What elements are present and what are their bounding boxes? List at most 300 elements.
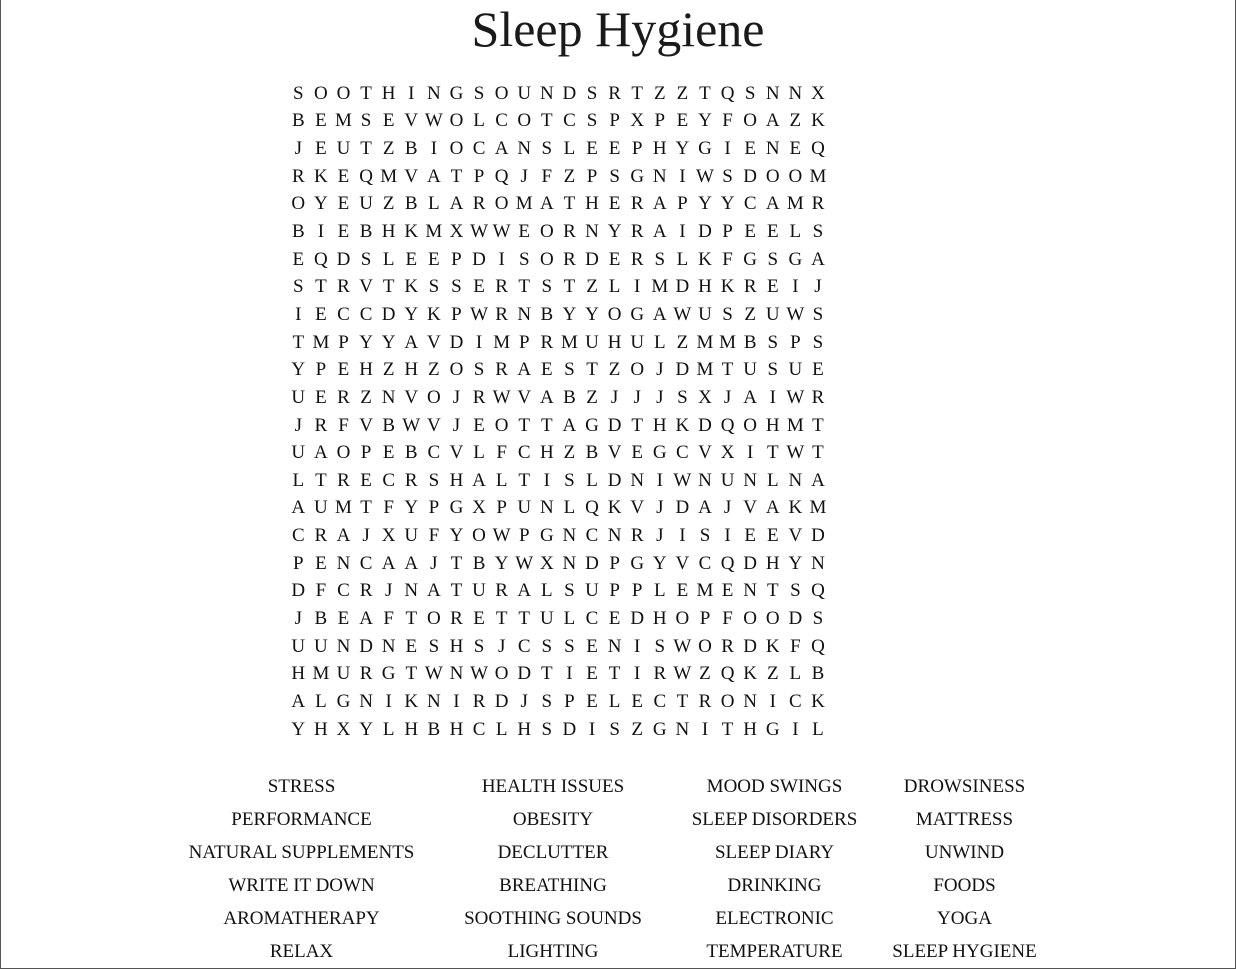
grid-letter: I (317, 221, 325, 243)
grid-letter: L (473, 110, 485, 132)
grid-letter: H (698, 276, 712, 298)
grid-letter: I (679, 221, 686, 243)
grid-letter: L (653, 331, 666, 353)
grid-letter: H (359, 359, 373, 381)
grid-letter: J (656, 497, 664, 519)
grid-letter: S (609, 165, 620, 187)
grid-letter: P (338, 331, 349, 353)
grid-letter: D (811, 525, 825, 547)
grid-letter: Z (766, 663, 779, 685)
grid-letter: R (495, 303, 508, 325)
grid-letter: X (539, 552, 554, 574)
grid-letter: V (630, 497, 645, 519)
grid-letter: A (472, 469, 486, 491)
grid-letter: N (788, 469, 803, 491)
grid-letter: T (292, 331, 305, 353)
grid-letter: M (809, 497, 827, 519)
grid-letter: R (450, 607, 463, 629)
grid-letter: T (586, 359, 598, 381)
grid-letter: J (656, 359, 664, 381)
grid-letter: I (792, 276, 799, 298)
grid-letter: J (294, 414, 302, 436)
grid-letter: M (560, 331, 578, 353)
grid-letter: Q (720, 663, 735, 685)
grid-letter: J (723, 497, 732, 519)
grid-letter: Q (811, 635, 825, 657)
grid-letter: G (539, 525, 554, 547)
grid-letter: E (382, 442, 395, 464)
grid-letter: B (427, 718, 441, 740)
grid-letter: X (449, 221, 464, 243)
grid-letter: E (292, 248, 305, 270)
grid-letter: T (360, 82, 372, 104)
grid-letter: P (677, 193, 688, 215)
grid-letter: A (381, 552, 396, 574)
grid-letter: S (812, 221, 824, 243)
grid-letter: U (291, 386, 306, 408)
grid-letter: M (719, 331, 737, 353)
grid-letter: J (610, 386, 619, 408)
word-list-item: ELECTRONIC (715, 908, 834, 929)
grid-letter: A (562, 414, 577, 436)
grid-letter: E (586, 138, 598, 160)
grid-letter: M (312, 663, 330, 685)
grid-letter: H (449, 635, 464, 657)
grid-letter: A (359, 607, 373, 629)
grid-letter: Z (360, 386, 372, 408)
grid-letter: M (312, 331, 330, 353)
grid-letter: K (404, 690, 419, 712)
grid-letter: F (383, 497, 394, 519)
grid-letter: J (362, 525, 370, 547)
grid-letter: O (314, 82, 328, 104)
grid-letter: X (336, 718, 351, 740)
grid-letter: E (405, 248, 418, 270)
grid-letter: E (405, 635, 418, 657)
grid-letter: L (563, 138, 576, 160)
grid-letter: S (767, 359, 779, 381)
grid-letter: C (427, 442, 441, 464)
grid-letter: T (766, 442, 779, 464)
grid-letter: W (673, 663, 692, 685)
grid-letter: E (789, 138, 802, 160)
grid-row (287, 688, 829, 716)
grid-letter: G (698, 138, 712, 160)
grid-letter: J (294, 607, 302, 629)
grid-letter: U (517, 82, 532, 104)
grid-letter: D (494, 690, 509, 712)
grid-letter: B (540, 303, 554, 325)
grid-letter: N (336, 635, 351, 657)
grid-letter: Z (382, 359, 395, 381)
grid-letter: T (676, 690, 689, 712)
grid-letter: N (562, 525, 577, 547)
word-list-item: MOOD SWINGS (706, 776, 843, 797)
grid-letter: S (473, 82, 485, 104)
grid-letter: K (765, 635, 780, 657)
grid-letter: H (404, 359, 419, 381)
grid-letter: S (360, 110, 372, 132)
grid-letter: J (452, 414, 461, 436)
grid-letter: R (630, 221, 644, 243)
grid-letter: P (315, 359, 327, 381)
grid-letter: W (470, 303, 489, 325)
word-list-item: UNWIND (924, 842, 1005, 863)
grid-letter: J (520, 690, 528, 712)
grid-letter: E (315, 110, 327, 132)
grid-letter: I (724, 525, 731, 547)
grid-letter: E (631, 690, 643, 712)
grid-letter: F (722, 248, 733, 270)
grid-letter: A (652, 193, 667, 215)
grid-row (287, 605, 829, 633)
grid-letter: E (608, 248, 621, 270)
grid-letter: T (450, 165, 463, 187)
grid-letter: O (449, 138, 464, 160)
grid-letter: T (405, 663, 418, 685)
word-list-item: YOGA (937, 908, 992, 929)
grid-letter: L (495, 718, 508, 740)
word-list-item: OBESITY (512, 809, 594, 830)
grid-letter: S (541, 276, 553, 298)
grid-letter: E (608, 138, 621, 160)
grid-letter: D (381, 303, 396, 325)
grid-letter: E (812, 359, 824, 381)
grid-letter: Y (607, 221, 622, 243)
grid-letter: I (792, 718, 799, 740)
grid-letter: M (335, 110, 352, 132)
grid-letter: Z (676, 331, 689, 353)
grid-letter: T (495, 607, 508, 629)
grid-letter: L (541, 580, 553, 602)
grid-letter: I (769, 690, 776, 712)
grid-letter: E (766, 221, 779, 243)
grid-letter: L (563, 497, 576, 519)
grid-letter: Z (563, 442, 576, 464)
grid-letter: N (675, 718, 690, 740)
grid-letter: N (359, 690, 373, 712)
grid-letter: U (765, 303, 780, 325)
grid-letter: N (630, 469, 645, 491)
grid-letter: W (492, 525, 511, 547)
word-list-item: SLEEP HYGIENE (892, 941, 1037, 962)
grid-letter: D (675, 276, 690, 298)
grid-letter: E (631, 442, 643, 464)
word-list-item: WRITE IT DOWN (228, 875, 375, 896)
grid-letter: A (404, 552, 419, 574)
grid-letter: H (381, 221, 396, 243)
grid-letter: I (385, 690, 392, 712)
grid-letter: P (609, 580, 620, 602)
grid-letter: M (696, 580, 714, 602)
grid-letter: O (675, 607, 690, 629)
grid-letter: I (295, 303, 302, 325)
grid-letter: O (494, 414, 509, 436)
grid-letter: Z (382, 193, 395, 215)
grid-letter: O (765, 165, 780, 187)
grid-letter: U (585, 331, 599, 353)
word-list-item: HEALTH ISSUES (481, 776, 625, 797)
grid-letter: N (539, 82, 554, 104)
word-list-item: DECLUTTER (497, 842, 609, 863)
grid-letter: D (517, 663, 532, 685)
grid-letter: D (585, 248, 599, 270)
grid-letter: V (743, 497, 758, 519)
grid-letter: V (788, 525, 803, 547)
grid-letter: F (496, 442, 507, 464)
grid-letter: S (654, 635, 666, 657)
grid-letter: A (765, 110, 780, 132)
grid-letter: O (698, 635, 712, 657)
grid-letter: U (517, 497, 532, 519)
grid-letter: T (631, 82, 643, 104)
grid-letter: S (699, 525, 711, 547)
grid-letter: I (453, 690, 460, 712)
grid-letter: R (404, 469, 418, 491)
grid-letter: Q (494, 165, 509, 187)
grid-letter: M (493, 331, 511, 353)
grid-letter: P (451, 303, 462, 325)
grid-letter: A (314, 442, 328, 464)
grid-letter: K (811, 690, 825, 712)
grid-letter: V (607, 442, 622, 464)
grid-letter: O (743, 414, 758, 436)
grid-letter: P (586, 165, 598, 187)
grid-letter: S (518, 248, 530, 270)
grid-letter: F (428, 525, 440, 547)
grid-letter: N (426, 82, 441, 104)
grid-letter: S (586, 110, 598, 132)
grid-letter: E (608, 193, 621, 215)
grid-letter: P (451, 248, 462, 270)
grid-letter: R (359, 663, 373, 685)
grid-letter: E (315, 138, 327, 160)
grid-letter: K (404, 221, 419, 243)
grid-letter: F (338, 414, 349, 436)
grid-letter: N (517, 138, 532, 160)
grid-letter: W (424, 663, 443, 685)
word-list-item: STRESS (267, 776, 336, 797)
grid-letter: E (315, 552, 327, 574)
word-list-item: TEMPERATURE (706, 941, 843, 962)
grid-letter: B (563, 386, 576, 408)
grid-letter: C (743, 193, 757, 215)
grid-letter: S (360, 248, 372, 270)
grid-letter: O (336, 442, 351, 464)
grid-letter: W (492, 221, 511, 243)
grid-letter: W (786, 303, 805, 325)
grid-letter: R (291, 165, 305, 187)
grid-letter: D (607, 469, 622, 491)
word-list-item: MATTRESS (915, 809, 1014, 830)
grid-letter: W (786, 386, 805, 408)
grid-letter: Y (494, 552, 509, 574)
grid-letter: O (426, 607, 441, 629)
grid-letter: F (790, 635, 801, 657)
word-list-item: DRINKING (727, 875, 822, 896)
word-list-item: RELAX (269, 941, 334, 962)
grid-letter: W (515, 552, 534, 574)
grid-letter: U (539, 607, 554, 629)
grid-letter: P (722, 221, 733, 243)
grid-letter: W (492, 386, 511, 408)
grid-letter: E (518, 221, 531, 243)
grid-row (287, 660, 829, 688)
grid-letter: R (495, 359, 508, 381)
grid-letter: O (291, 193, 306, 215)
grid-letter: I (769, 386, 776, 408)
grid-letter: V (404, 386, 419, 408)
word-list-item: NATURAL SUPPLEMENTS (188, 842, 415, 863)
grid-letter: Q (811, 138, 825, 160)
grid-letter: X (630, 110, 645, 132)
grid-letter: G (743, 248, 758, 270)
grid-letter: K (720, 276, 735, 298)
grid-letter: S (767, 248, 779, 270)
word-list-item: SOOTHING SOUNDS (464, 908, 642, 929)
grid-letter: V (404, 165, 419, 187)
grid-letter: O (743, 607, 758, 629)
grid-letter: P (360, 442, 372, 464)
grid-letter: W (696, 165, 714, 187)
grid-letter: P (518, 331, 530, 353)
grid-letter: S (293, 276, 304, 298)
grid-letter: C (563, 110, 576, 132)
grid-letter: M (380, 165, 398, 187)
grid-letter: R (811, 386, 825, 408)
grid-letter: O (494, 82, 509, 104)
grid-letter: N (743, 580, 758, 602)
grid-letter: O (494, 193, 509, 215)
grid-letter: T (563, 276, 576, 298)
grid-letter: H (652, 138, 667, 160)
grid-letter: A (449, 193, 464, 215)
grid-letter: C (382, 469, 396, 491)
grid-letter: G (788, 248, 803, 270)
grid-letter: M (786, 193, 804, 215)
grid-letter: E (541, 359, 553, 381)
grid-letter: E (315, 386, 327, 408)
grid-row (287, 135, 829, 163)
grid-letter: E (337, 359, 350, 381)
grid-letter: N (381, 635, 396, 657)
grid-letter: S (812, 607, 824, 629)
grid-letter: L (382, 718, 395, 740)
grid-letter: O (494, 663, 509, 685)
grid-letter: E (676, 580, 689, 602)
grid-letter: U (720, 469, 735, 491)
grid-row (287, 191, 829, 219)
grid-letter: S (451, 276, 462, 298)
grid-letter: E (337, 193, 350, 215)
grid-letter: Z (428, 359, 440, 381)
grid-letter: D (291, 580, 306, 602)
grid-letter: R (630, 248, 644, 270)
grid-letter: P (631, 580, 643, 602)
grid-letter: R (698, 690, 712, 712)
grid-letter: O (517, 110, 532, 132)
grid-letter: N (539, 497, 554, 519)
grid-letter: L (292, 469, 305, 491)
grid-letter: R (743, 276, 757, 298)
grid-letter: S (812, 331, 824, 353)
grid-letter: O (720, 690, 735, 712)
grid-letter: S (428, 276, 440, 298)
grid-row (287, 633, 829, 661)
grid-letter: N (404, 580, 419, 602)
grid-letter: F (541, 165, 553, 187)
grid-letter: J (430, 552, 438, 574)
grid-letter: L (428, 193, 440, 215)
grid-letter: Y (698, 110, 712, 132)
grid-letter: A (765, 193, 780, 215)
grid-letter: O (472, 525, 486, 547)
grid-letter: N (607, 635, 622, 657)
grid-letter: I (656, 469, 663, 491)
grid-letter: Y (788, 552, 803, 574)
grid-letter: A (426, 580, 441, 602)
grid-letter: B (404, 193, 418, 215)
grid-row (287, 80, 829, 108)
grid-letter: Z (586, 386, 598, 408)
grid-letter: O (539, 221, 554, 243)
grid-letter: J (633, 386, 641, 408)
grid-letter: E (473, 414, 485, 436)
grid-letter: Z (563, 165, 576, 187)
grid-letter: K (607, 497, 622, 519)
grid-letter: P (428, 497, 440, 519)
grid-letter: H (517, 718, 532, 740)
grid-letter: L (812, 718, 824, 740)
grid-letter: S (473, 359, 485, 381)
grid-letter: E (586, 690, 598, 712)
grid-letter: H (381, 82, 396, 104)
grid-letter: Q (720, 414, 735, 436)
grid-letter: R (630, 193, 644, 215)
grid-letter: O (539, 248, 554, 270)
grid-letter: H (449, 718, 464, 740)
grid-letter: R (472, 690, 486, 712)
grid-letter: Y (359, 718, 373, 740)
grid-letter: P (699, 607, 711, 629)
grid-letter: Y (359, 331, 373, 353)
grid-letter: W (402, 414, 421, 436)
grid-letter: D (630, 607, 645, 629)
grid-letter: E (473, 276, 485, 298)
grid-letter: E (766, 525, 779, 547)
grid-letter: W (673, 635, 692, 657)
grid-letter: O (336, 82, 351, 104)
grid-letter: V (359, 276, 373, 298)
grid-row (287, 384, 829, 412)
grid-letter: K (426, 303, 441, 325)
grid-letter: N (743, 690, 758, 712)
grid-letter: A (811, 469, 825, 491)
grid-letter: E (473, 607, 485, 629)
grid-letter: O (630, 359, 645, 381)
grid-letter: R (630, 525, 644, 547)
grid-letter: D (675, 359, 690, 381)
grid-letter: I (634, 276, 641, 298)
grid-letter: S (564, 635, 575, 657)
grid-letter: V (359, 414, 373, 436)
page-title: Sleep Hygiene (471, 1, 765, 57)
grid-letter: Z (382, 138, 395, 160)
grid-letter: J (814, 276, 822, 298)
grid-letter: D (472, 248, 486, 270)
grid-letter: P (631, 138, 643, 160)
grid-letter: R (563, 221, 576, 243)
